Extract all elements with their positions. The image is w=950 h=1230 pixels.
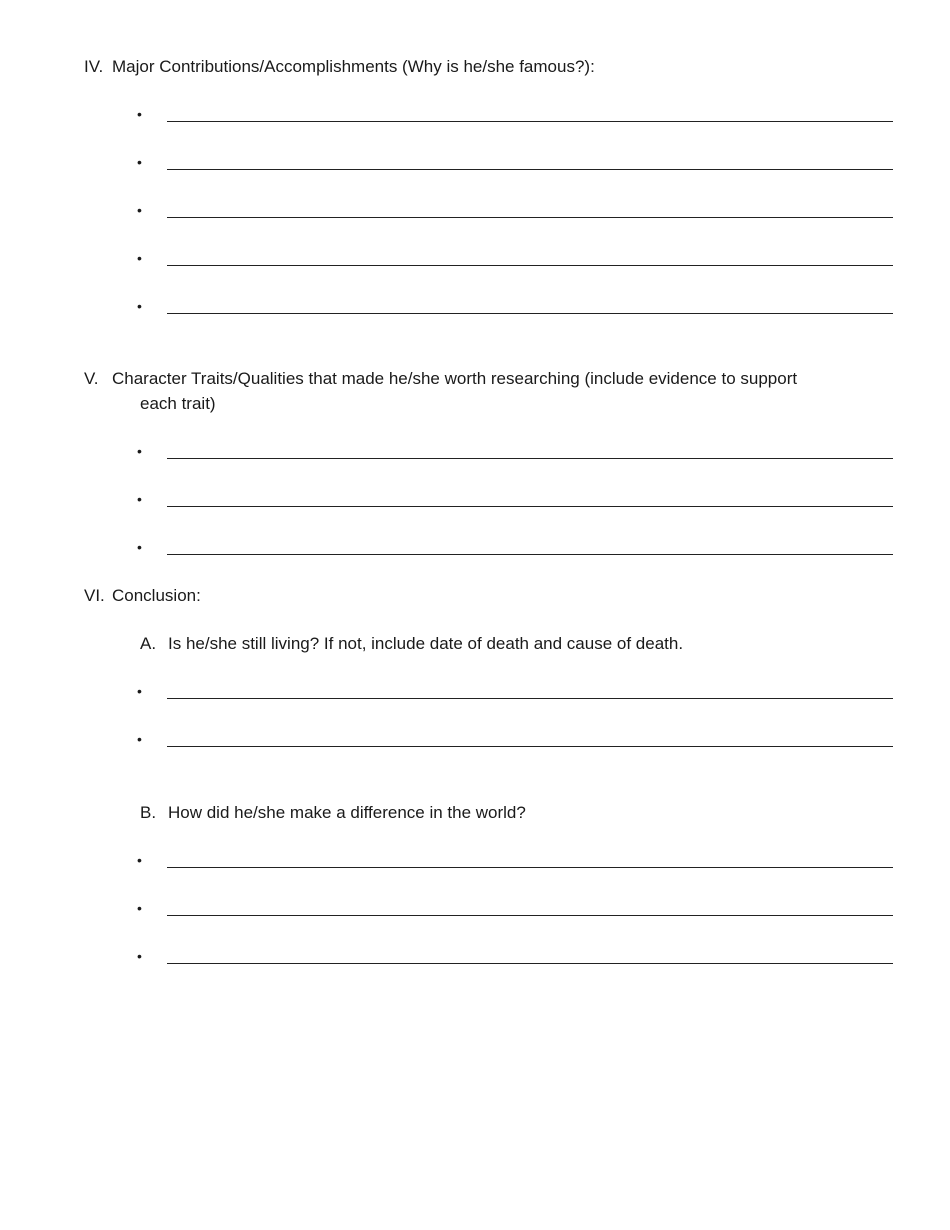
bullet-icon: • (137, 852, 142, 868)
answer-line-vi-b-2[interactable] (167, 915, 893, 916)
bullet-icon: • (137, 202, 142, 218)
section-v-numeral: V. (84, 369, 99, 388)
bullet-icon: • (137, 298, 142, 314)
section-iv-numeral: IV. (84, 57, 104, 76)
subsection-a-letter: A. (140, 634, 157, 653)
subsection-b-question: How did he/she make a difference in the world? (168, 803, 526, 822)
answer-line-v-2[interactable] (167, 506, 893, 507)
bullet-icon: • (137, 154, 142, 170)
answer-line-vi-a-1[interactable] (167, 698, 893, 699)
bullet-icon: • (137, 539, 142, 555)
section-iv-heading: Major Contributions/Accomplishments (Why is he/she famous?): (112, 57, 595, 76)
section-vi-heading: Conclusion: (112, 586, 201, 605)
bullet-icon: • (137, 900, 142, 916)
answer-line-iv-5[interactable] (167, 313, 893, 314)
answer-line-vi-a-2[interactable] (167, 746, 893, 747)
answer-line-iv-3[interactable] (167, 217, 893, 218)
answer-line-vi-b-3[interactable] (167, 963, 893, 964)
answer-line-iv-4[interactable] (167, 265, 893, 266)
answer-line-iv-2[interactable] (167, 169, 893, 170)
bullet-icon: • (137, 106, 142, 122)
bullet-icon: • (137, 491, 142, 507)
bullet-icon: • (137, 948, 142, 964)
bullet-icon: • (137, 250, 142, 266)
answer-line-vi-b-1[interactable] (167, 867, 893, 868)
section-v-heading-line1: Character Traits/Qualities that made he/she worth researching (include evidence to support (112, 369, 798, 388)
bullet-icon: • (137, 731, 142, 747)
bullet-icon: • (137, 443, 142, 459)
answer-line-v-3[interactable] (167, 554, 893, 555)
bullet-icon: • (137, 683, 142, 699)
section-v-heading-line2: each trait) (140, 394, 216, 413)
answer-line-iv-1[interactable] (167, 121, 893, 122)
section-vi-numeral: VI. (84, 586, 105, 605)
subsection-b-letter: B. (140, 803, 157, 822)
subsection-a-question: Is he/she still living? If not, include date of death and cause of death. (168, 634, 684, 653)
answer-line-v-1[interactable] (167, 458, 893, 459)
